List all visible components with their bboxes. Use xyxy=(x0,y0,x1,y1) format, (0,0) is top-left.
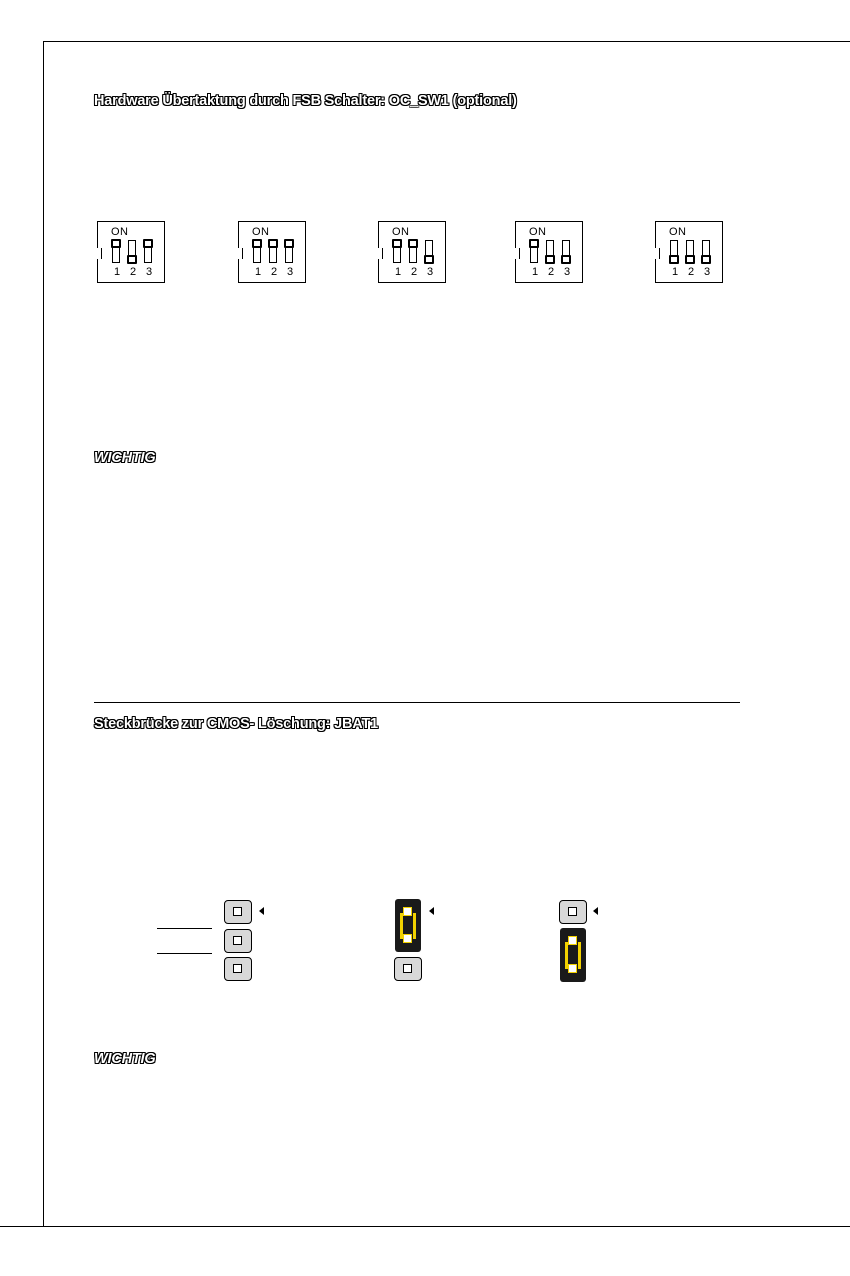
dip-knob xyxy=(545,255,555,264)
dip-notch xyxy=(238,248,243,259)
page-frame-top xyxy=(43,41,850,42)
dip-knob xyxy=(685,255,695,264)
jumper-cap-1-2 xyxy=(395,899,421,952)
dip-switch-setting-5 xyxy=(655,221,723,283)
cmos-jumper-heading: Steckbrücke zur CMOS- Löschung: JBAT1 xyxy=(94,716,378,732)
pin-hole xyxy=(403,964,412,973)
wichtig-heading-2: WICHTIG xyxy=(94,1051,156,1067)
dip-notch xyxy=(97,248,102,259)
pin1-marker-icon xyxy=(593,907,598,915)
dip-knob xyxy=(252,239,262,248)
dip-slot-2 xyxy=(686,240,694,263)
pin-hole xyxy=(233,964,242,973)
section-divider xyxy=(94,702,740,703)
dip-switch-setting-2 xyxy=(238,221,306,283)
jumper-pin-1 xyxy=(224,900,252,924)
pin-hole xyxy=(568,907,577,916)
dip-switch-setting-3 xyxy=(378,221,446,283)
wichtig-heading-1: WICHTIG xyxy=(94,450,156,466)
pin1-marker-icon xyxy=(429,907,434,915)
page-frame-left xyxy=(43,41,44,1227)
jumper-pin-2 xyxy=(224,929,252,953)
fsb-switch-heading: Hardware Übertaktung durch FSB Schalter: OC_SW1 (optional) xyxy=(94,93,517,109)
dip-knob xyxy=(408,239,418,248)
dip-knob xyxy=(268,239,278,248)
dip-slot-2 xyxy=(409,240,417,263)
dip-slot-1 xyxy=(393,240,401,263)
dip-number: 2 xyxy=(271,266,278,278)
cap-bridge xyxy=(400,913,403,939)
cap-bridge xyxy=(413,913,416,939)
dip-slot-2 xyxy=(128,240,136,263)
pin-hole xyxy=(233,907,242,916)
dip-number: 1 xyxy=(114,266,121,278)
dip-knob xyxy=(424,255,434,264)
jumper-leader-line xyxy=(157,928,212,929)
jumper-pin-1 xyxy=(559,900,587,924)
dip-notch xyxy=(515,248,520,259)
dip-number: 1 xyxy=(395,266,402,278)
pin1-marker-icon xyxy=(259,907,264,915)
dip-number: 2 xyxy=(688,266,695,278)
dip-slot-3 xyxy=(562,240,570,263)
dip-number: 2 xyxy=(411,266,418,278)
dip-knob xyxy=(111,239,121,248)
dip-slot-1 xyxy=(112,240,120,263)
pin-hole xyxy=(568,964,577,973)
dip-number: 3 xyxy=(564,266,571,278)
pin-hole xyxy=(568,936,577,945)
jumper-pin-3 xyxy=(224,957,252,981)
dip-knob xyxy=(284,239,294,248)
dip-number: 3 xyxy=(427,266,434,278)
dip-knob xyxy=(127,255,137,264)
dip-switch-setting-4 xyxy=(515,221,583,283)
dip-slot-3 xyxy=(144,240,152,263)
dip-notch xyxy=(378,248,383,259)
jumper-cap-2-3 xyxy=(560,928,586,982)
dip-knob xyxy=(669,255,679,264)
cap-bridge xyxy=(578,942,581,969)
dip-on-label: ON xyxy=(392,226,410,238)
dip-slot-3 xyxy=(425,240,433,263)
dip-slot-3 xyxy=(285,240,293,263)
dip-number: 1 xyxy=(255,266,262,278)
dip-number: 3 xyxy=(146,266,153,278)
dip-knob xyxy=(392,239,402,248)
dip-on-label: ON xyxy=(111,226,129,238)
dip-slot-1 xyxy=(253,240,261,263)
dip-on-label: ON xyxy=(529,226,547,238)
dip-slot-2 xyxy=(546,240,554,263)
dip-number: 2 xyxy=(548,266,555,278)
dip-slot-1 xyxy=(670,240,678,263)
dip-notch xyxy=(655,248,660,259)
dip-number: 3 xyxy=(287,266,294,278)
pin-hole xyxy=(403,934,412,943)
dip-number: 1 xyxy=(672,266,679,278)
dip-knob xyxy=(143,239,153,248)
dip-on-label: ON xyxy=(669,226,687,238)
dip-switch-setting-1 xyxy=(97,221,165,283)
dip-slot-2 xyxy=(269,240,277,263)
pin-hole xyxy=(403,907,412,916)
dip-number: 3 xyxy=(704,266,711,278)
dip-number: 2 xyxy=(130,266,137,278)
dip-knob xyxy=(529,239,539,248)
dip-knob xyxy=(561,255,571,264)
dip-number: 1 xyxy=(532,266,539,278)
jumper-pin-3 xyxy=(394,957,422,981)
dip-slot-3 xyxy=(702,240,710,263)
dip-slot-1 xyxy=(530,240,538,263)
jumper-leader-line xyxy=(157,953,212,954)
dip-knob xyxy=(701,255,711,264)
dip-on-label: ON xyxy=(252,226,270,238)
page-frame-bottom xyxy=(0,1226,850,1227)
cap-bridge xyxy=(565,942,568,969)
pin-hole xyxy=(233,936,242,945)
